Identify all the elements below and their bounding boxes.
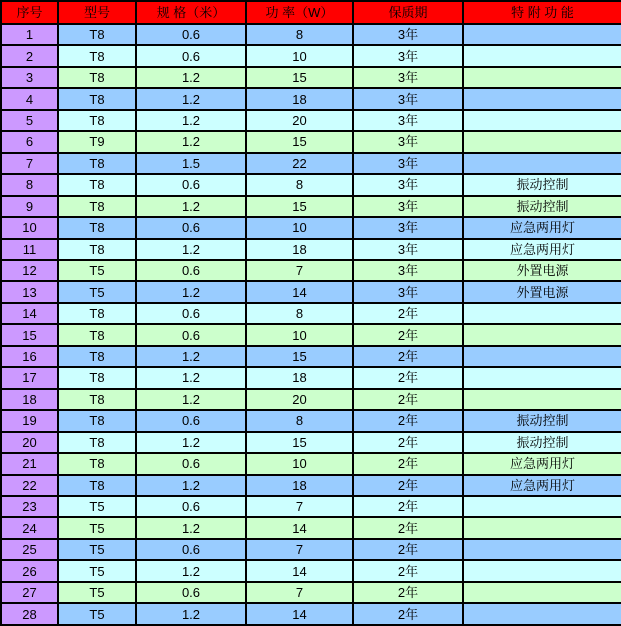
cell-seq: 26 <box>1 560 58 581</box>
cell-warranty: 2年 <box>353 389 463 410</box>
cell-power: 15 <box>246 67 353 88</box>
cell-model: T8 <box>58 110 136 131</box>
cell-power: 18 <box>246 475 353 496</box>
cell-spec: 1.5 <box>136 153 246 174</box>
col-header-spec: 规 格（米） <box>136 1 246 24</box>
cell-spec: 0.6 <box>136 410 246 431</box>
table-row <box>1 560 621 581</box>
cell-warranty: 3年 <box>353 174 463 195</box>
cell-warranty: 3年 <box>353 196 463 217</box>
cell-model: T5 <box>58 560 136 581</box>
cell-power: 14 <box>246 281 353 302</box>
cell-seq: 14 <box>1 303 58 324</box>
cell-seq: 22 <box>1 475 58 496</box>
cell-model: T5 <box>58 496 136 517</box>
table-row <box>1 217 621 238</box>
cell-power: 7 <box>246 582 353 603</box>
cell-model: T8 <box>58 475 136 496</box>
cell-spec: 1.2 <box>136 346 246 367</box>
table-row <box>1 367 621 388</box>
cell-spec: 1.2 <box>136 88 246 109</box>
cell-spec: 1.2 <box>136 367 246 388</box>
cell-power: 8 <box>246 24 353 45</box>
cell-seq: 25 <box>1 539 58 560</box>
cell-model: T8 <box>58 367 136 388</box>
table-row <box>1 303 621 324</box>
cell-model: T8 <box>58 410 136 431</box>
cell-seq: 27 <box>1 582 58 603</box>
cell-feature <box>463 131 621 152</box>
cell-warranty: 2年 <box>353 346 463 367</box>
cell-model: T5 <box>58 281 136 302</box>
cell-power: 20 <box>246 110 353 131</box>
cell-warranty: 3年 <box>353 24 463 45</box>
cell-seq: 24 <box>1 517 58 538</box>
cell-warranty: 2年 <box>353 560 463 581</box>
cell-power: 10 <box>246 453 353 474</box>
cell-spec: 0.6 <box>136 303 246 324</box>
col-header-feature: 特 附 功 能 <box>463 1 621 24</box>
cell-warranty: 3年 <box>353 67 463 88</box>
cell-seq: 15 <box>1 324 58 345</box>
cell-spec: 1.2 <box>136 196 246 217</box>
cell-power: 15 <box>246 196 353 217</box>
cell-power: 10 <box>246 217 353 238</box>
cell-warranty: 3年 <box>353 110 463 131</box>
cell-warranty: 3年 <box>353 153 463 174</box>
cell-model: T8 <box>58 153 136 174</box>
cell-warranty: 3年 <box>353 45 463 66</box>
cell-model: T8 <box>58 239 136 260</box>
cell-feature <box>463 24 621 45</box>
cell-warranty: 3年 <box>353 239 463 260</box>
cell-seq: 1 <box>1 24 58 45</box>
cell-seq: 16 <box>1 346 58 367</box>
cell-power: 18 <box>246 88 353 109</box>
cell-warranty: 2年 <box>353 475 463 496</box>
cell-seq: 13 <box>1 281 58 302</box>
cell-feature <box>463 67 621 88</box>
cell-spec: 1.2 <box>136 389 246 410</box>
cell-warranty: 2年 <box>353 303 463 324</box>
col-header-power: 功 率（W） <box>246 1 353 24</box>
cell-feature <box>463 324 621 345</box>
cell-seq: 23 <box>1 496 58 517</box>
cell-power: 15 <box>246 131 353 152</box>
cell-feature: 振动控制 <box>463 174 621 195</box>
cell-model: T5 <box>58 603 136 625</box>
cell-power: 14 <box>246 560 353 581</box>
cell-feature <box>463 367 621 388</box>
table-row <box>1 582 621 603</box>
cell-power: 8 <box>246 303 353 324</box>
cell-feature: 应急两用灯 <box>463 475 621 496</box>
cell-model: T5 <box>58 539 136 560</box>
cell-model: T8 <box>58 389 136 410</box>
cell-feature: 振动控制 <box>463 410 621 431</box>
cell-feature <box>463 110 621 131</box>
table-row <box>1 517 621 538</box>
table-row <box>1 174 621 195</box>
cell-spec: 0.6 <box>136 217 246 238</box>
cell-power: 20 <box>246 389 353 410</box>
cell-spec: 1.2 <box>136 517 246 538</box>
cell-spec: 1.2 <box>136 131 246 152</box>
table-row <box>1 410 621 431</box>
cell-model: T8 <box>58 432 136 453</box>
table-row <box>1 110 621 131</box>
cell-spec: 0.6 <box>136 582 246 603</box>
table-row <box>1 45 621 66</box>
table-row <box>1 196 621 217</box>
table-body <box>1 24 621 625</box>
cell-spec: 0.6 <box>136 453 246 474</box>
cell-model: T8 <box>58 196 136 217</box>
cell-warranty: 3年 <box>353 281 463 302</box>
cell-model: T8 <box>58 174 136 195</box>
cell-power: 7 <box>246 260 353 281</box>
cell-feature <box>463 346 621 367</box>
cell-warranty: 2年 <box>353 432 463 453</box>
table-row <box>1 432 621 453</box>
cell-seq: 28 <box>1 603 58 625</box>
cell-model: T8 <box>58 453 136 474</box>
cell-spec: 1.2 <box>136 603 246 625</box>
cell-model: T8 <box>58 24 136 45</box>
cell-spec: 1.2 <box>136 475 246 496</box>
cell-power: 8 <box>246 174 353 195</box>
cell-seq: 21 <box>1 453 58 474</box>
cell-feature <box>463 88 621 109</box>
table-row <box>1 281 621 302</box>
table-row <box>1 239 621 260</box>
cell-model: T8 <box>58 88 136 109</box>
cell-power: 7 <box>246 539 353 560</box>
cell-feature <box>463 582 621 603</box>
cell-seq: 19 <box>1 410 58 431</box>
cell-warranty: 3年 <box>353 88 463 109</box>
table-row <box>1 324 621 345</box>
cell-feature <box>463 389 621 410</box>
cell-spec: 0.6 <box>136 174 246 195</box>
cell-feature <box>463 539 621 560</box>
cell-seq: 4 <box>1 88 58 109</box>
cell-feature <box>463 517 621 538</box>
cell-spec: 1.2 <box>136 281 246 302</box>
cell-seq: 2 <box>1 45 58 66</box>
cell-seq: 12 <box>1 260 58 281</box>
table-row <box>1 24 621 45</box>
cell-seq: 11 <box>1 239 58 260</box>
cell-spec: 1.2 <box>136 239 246 260</box>
cell-warranty: 2年 <box>353 453 463 474</box>
cell-spec: 1.2 <box>136 432 246 453</box>
cell-warranty: 2年 <box>353 517 463 538</box>
cell-feature: 外置电源 <box>463 260 621 281</box>
table-row <box>1 539 621 560</box>
cell-warranty: 2年 <box>353 367 463 388</box>
cell-feature: 振动控制 <box>463 196 621 217</box>
cell-model: T5 <box>58 260 136 281</box>
cell-model: T8 <box>58 217 136 238</box>
cell-seq: 9 <box>1 196 58 217</box>
cell-seq: 8 <box>1 174 58 195</box>
cell-power: 18 <box>246 367 353 388</box>
cell-feature: 应急两用灯 <box>463 239 621 260</box>
cell-spec: 0.6 <box>136 45 246 66</box>
cell-model: T9 <box>58 131 136 152</box>
cell-model: T8 <box>58 346 136 367</box>
cell-warranty: 2年 <box>353 496 463 517</box>
table-row <box>1 67 621 88</box>
col-header-model: 型号 <box>58 1 136 24</box>
cell-warranty: 2年 <box>353 539 463 560</box>
cell-feature: 外置电源 <box>463 281 621 302</box>
cell-feature <box>463 45 621 66</box>
cell-feature: 振动控制 <box>463 432 621 453</box>
col-header-warranty: 保质期 <box>353 1 463 24</box>
cell-model: T8 <box>58 324 136 345</box>
cell-power: 14 <box>246 517 353 538</box>
cell-spec: 0.6 <box>136 24 246 45</box>
cell-warranty: 2年 <box>353 324 463 345</box>
cell-seq: 10 <box>1 217 58 238</box>
table-row <box>1 389 621 410</box>
cell-power: 8 <box>246 410 353 431</box>
cell-feature <box>463 153 621 174</box>
cell-model: T8 <box>58 67 136 88</box>
cell-warranty: 2年 <box>353 603 463 625</box>
cell-feature: 应急两用灯 <box>463 453 621 474</box>
cell-feature <box>463 496 621 517</box>
cell-model: T8 <box>58 303 136 324</box>
cell-seq: 17 <box>1 367 58 388</box>
cell-warranty: 2年 <box>353 410 463 431</box>
cell-seq: 20 <box>1 432 58 453</box>
cell-warranty: 2年 <box>353 582 463 603</box>
cell-warranty: 3年 <box>353 131 463 152</box>
cell-model: T5 <box>58 582 136 603</box>
cell-power: 7 <box>246 496 353 517</box>
cell-spec: 0.6 <box>136 496 246 517</box>
table-row <box>1 260 621 281</box>
cell-seq: 7 <box>1 153 58 174</box>
table-row <box>1 475 621 496</box>
cell-model: T8 <box>58 45 136 66</box>
cell-model: T5 <box>58 517 136 538</box>
cell-seq: 6 <box>1 131 58 152</box>
cell-feature <box>463 303 621 324</box>
header-row <box>1 1 621 24</box>
table-row <box>1 496 621 517</box>
cell-power: 18 <box>246 239 353 260</box>
cell-feature: 应急两用灯 <box>463 217 621 238</box>
table-row <box>1 88 621 109</box>
cell-seq: 5 <box>1 110 58 131</box>
table-row <box>1 346 621 367</box>
cell-warranty: 3年 <box>353 260 463 281</box>
cell-feature <box>463 603 621 625</box>
cell-power: 15 <box>246 346 353 367</box>
cell-power: 22 <box>246 153 353 174</box>
cell-power: 14 <box>246 603 353 625</box>
cell-spec: 0.6 <box>136 539 246 560</box>
cell-spec: 0.6 <box>136 324 246 345</box>
table-row <box>1 453 621 474</box>
cell-spec: 1.2 <box>136 560 246 581</box>
cell-feature <box>463 560 621 581</box>
cell-warranty: 3年 <box>353 217 463 238</box>
cell-spec: 1.2 <box>136 67 246 88</box>
table-row <box>1 603 621 625</box>
table-header <box>1 1 621 24</box>
table-row <box>1 131 621 152</box>
cell-spec: 0.6 <box>136 260 246 281</box>
table-row <box>1 153 621 174</box>
cell-power: 10 <box>246 45 353 66</box>
cell-power: 10 <box>246 324 353 345</box>
cell-spec: 1.2 <box>136 110 246 131</box>
cell-power: 15 <box>246 432 353 453</box>
col-header-seq: 序号 <box>1 1 58 24</box>
cell-seq: 3 <box>1 67 58 88</box>
cell-seq: 18 <box>1 389 58 410</box>
